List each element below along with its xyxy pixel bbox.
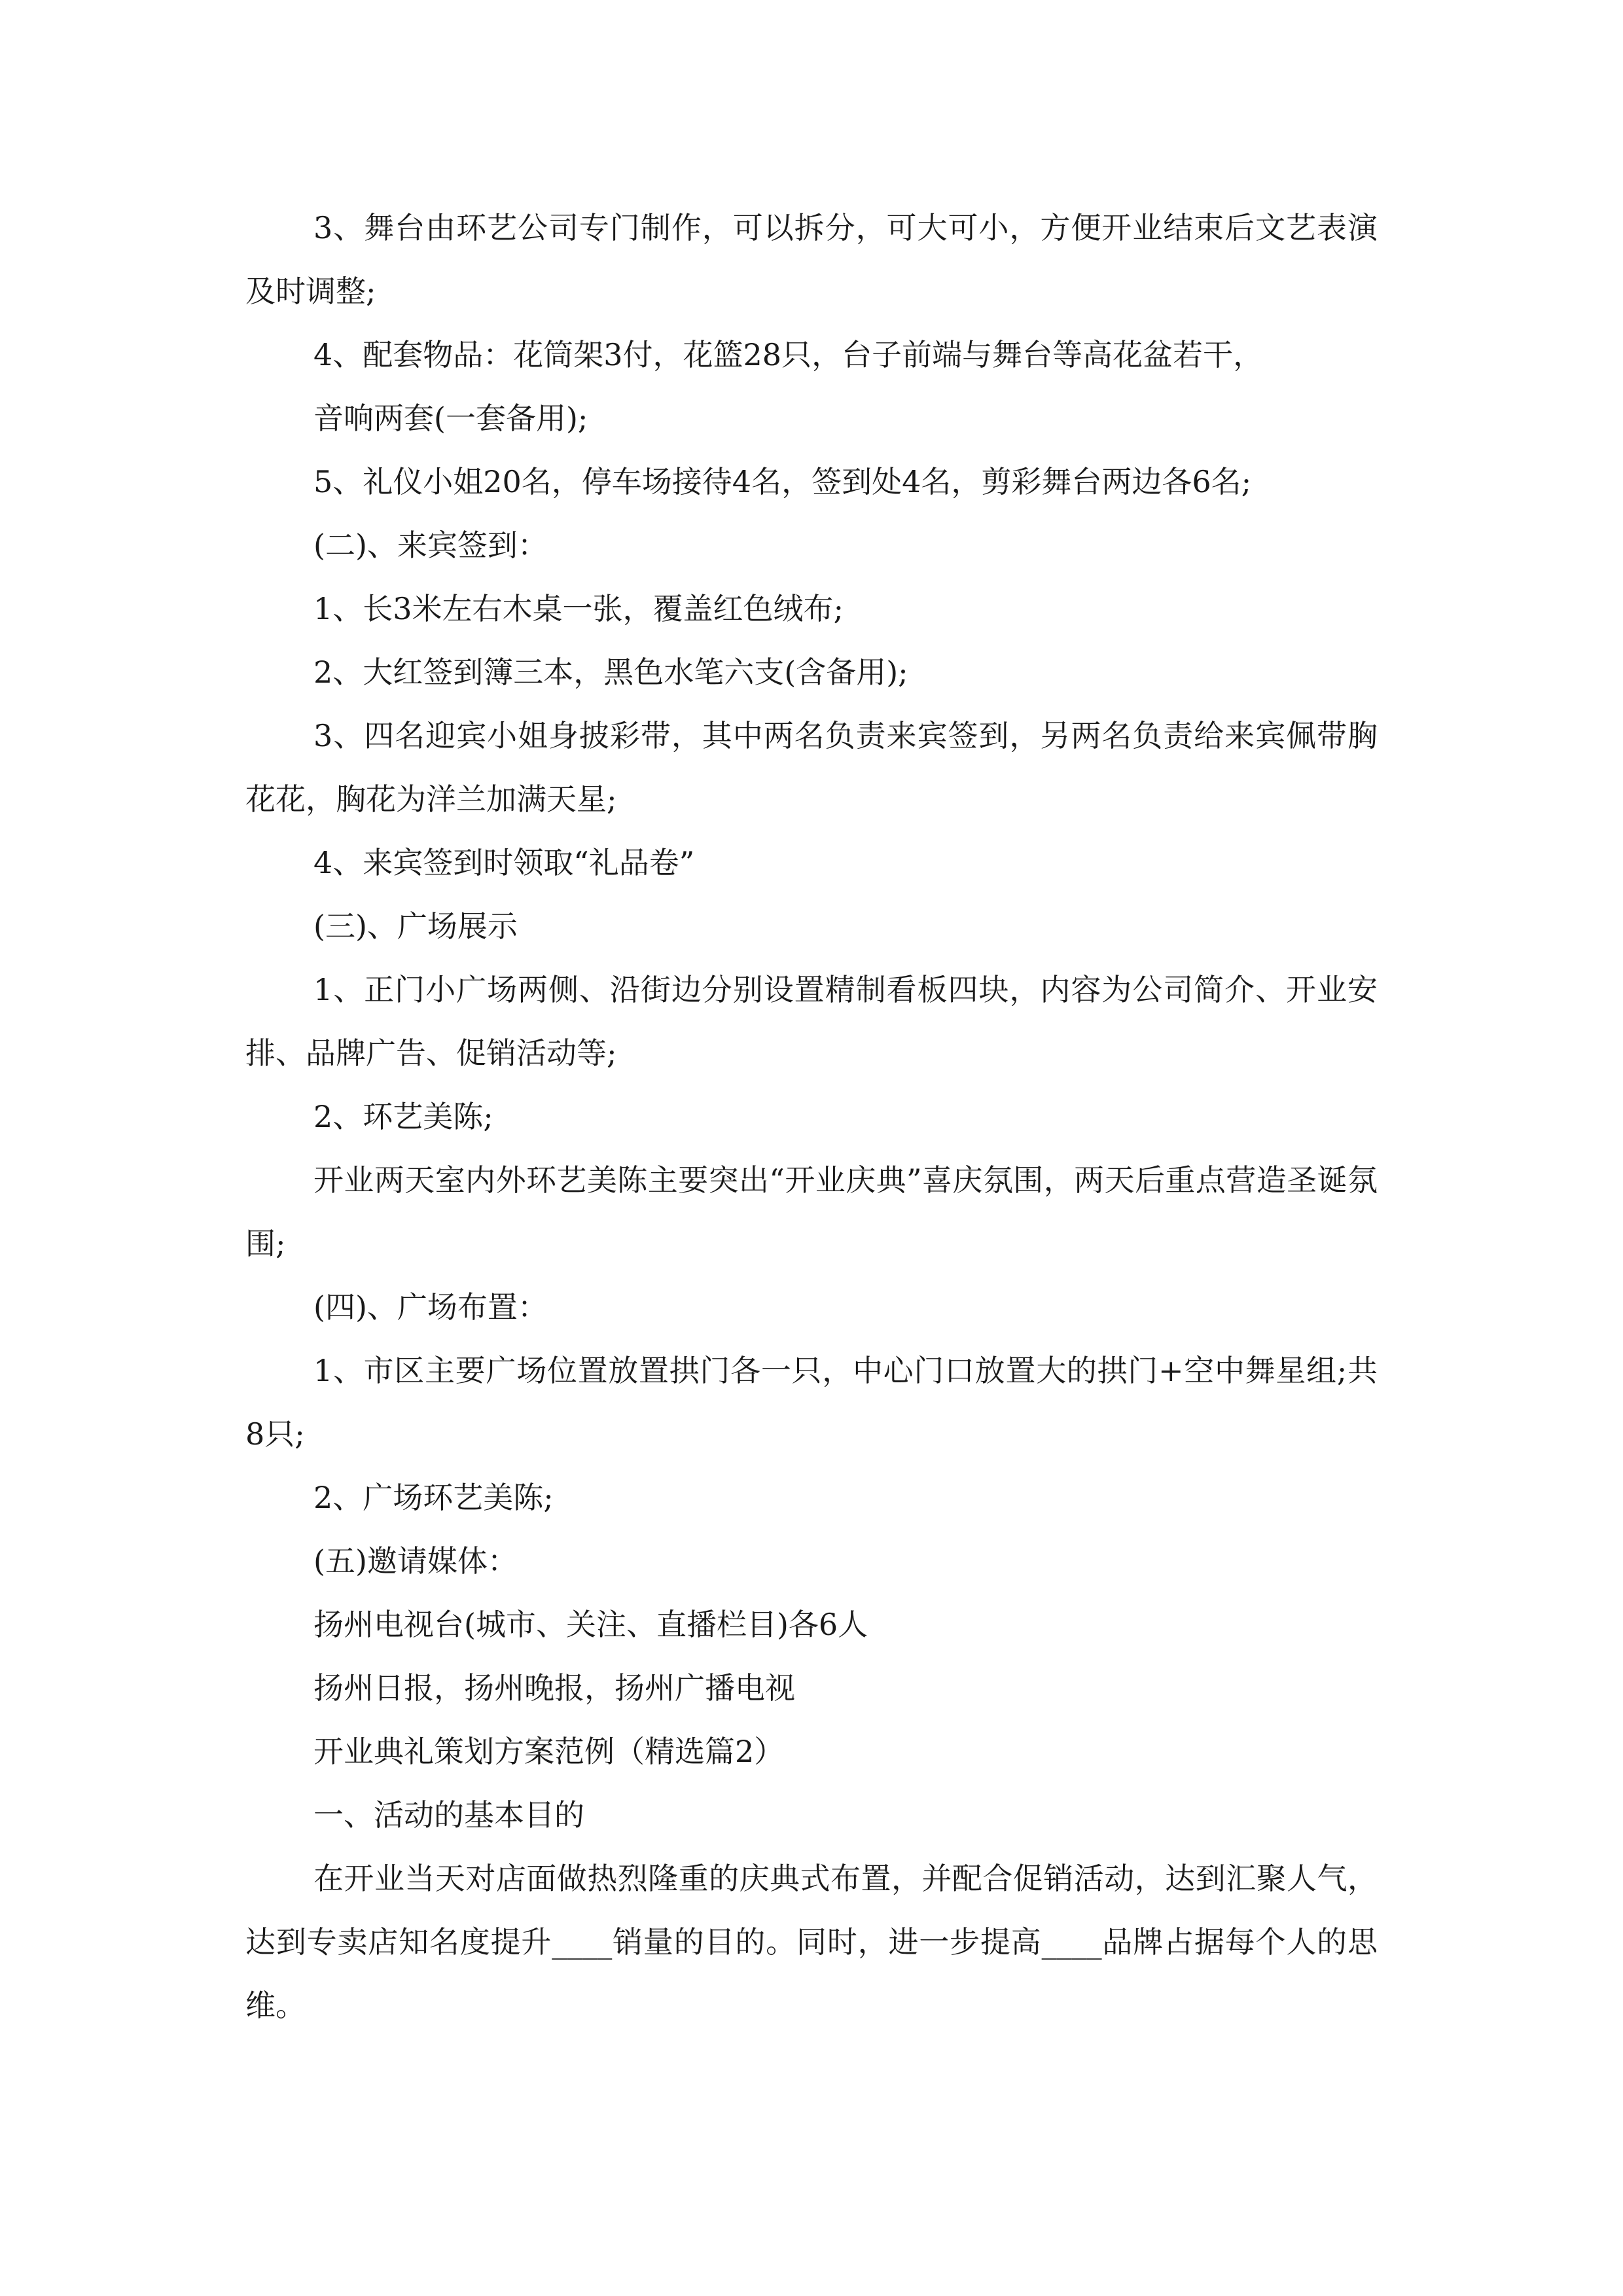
paragraph-art-decoration: 2、环艺美陈; [313,1099,493,1134]
paragraph-newspapers: 扬州日报，扬州晚报，扬州广播电视 [313,1670,795,1706]
paragraph-festive-atmosphere: 开业两天室内外环艺美陈主要突出“开业庆典”喜庆氛围，两天后重点营造圣诞氛围; [245,1162,1378,1261]
paragraph-sound-equipment: 音响两套(一套备用); [313,401,588,436]
section-heading-guest-signin: (二)、来宾签到： [313,528,548,563]
paragraph-purpose-detail: 在开业当天对店面做热烈隆重的庆典式布置，并配合促销活动，达到汇聚人气，达到专卖店知名度提升____销量的目的。同时，进一步提高____品牌占据每个人的思维。 [245,1861,1378,2023]
paragraph-signin-table: 1、长3米左右木桌一张，覆盖红色绒布; [313,591,844,626]
paragraph-greeters: 3、四名迎宾小姐身披彩带，其中两名负责来宾签到，另两名负责给来宾佩带胸花花，胸花为洋兰加满天星; [245,718,1378,817]
section-title-example-2: 开业典礼策划方案范例（精选篇2） [313,1734,785,1769]
paragraph-supporting-items: 4、配套物品：花筒架3付，花篮28只，台子前端与舞台等高花盆若干， [313,337,1264,372]
paragraph-arches: 1、市区主要广场位置放置拱门各一只，中心门口放置大的拱门+空中舞星组;共8只; [245,1353,1378,1452]
paragraph-display-boards: 1、正门小广场两侧、沿街边分别设置精制看板四块，内容为公司简介、开业安排、品牌广告、促销活动等; [245,972,1378,1071]
paragraph-signin-books: 2、大红签到簿三本，黑色水笔六支(含备用); [313,655,908,690]
paragraph-gift-voucher: 4、来宾签到时领取“礼品卷” [313,845,695,880]
section-heading-plaza-display: (三)、广场展示 [313,908,518,944]
section-heading-media: (五)邀请媒体： [313,1543,518,1579]
section-heading-plaza-layout: (四)、广场布置： [313,1289,548,1325]
paragraph-etiquette-staff: 5、礼仪小姐20名，停车场接待4名，签到处4名，剪彩舞台两边各6名; [313,464,1252,499]
paragraph-plaza-decoration: 2、广场环艺美陈; [313,1480,554,1515]
section-heading-basic-purpose: 一、活动的基本目的 [313,1797,584,1833]
paragraph-tv-station: 扬州电视台(城市、关注、直播栏目)各6人 [313,1607,868,1642]
paragraph-stage-construction: 3、舞台由环艺公司专门制作，可以拆分，可大可小，方便开业结束后文艺表演及时调整; [245,210,1378,309]
document-body [245,196,1378,2037]
